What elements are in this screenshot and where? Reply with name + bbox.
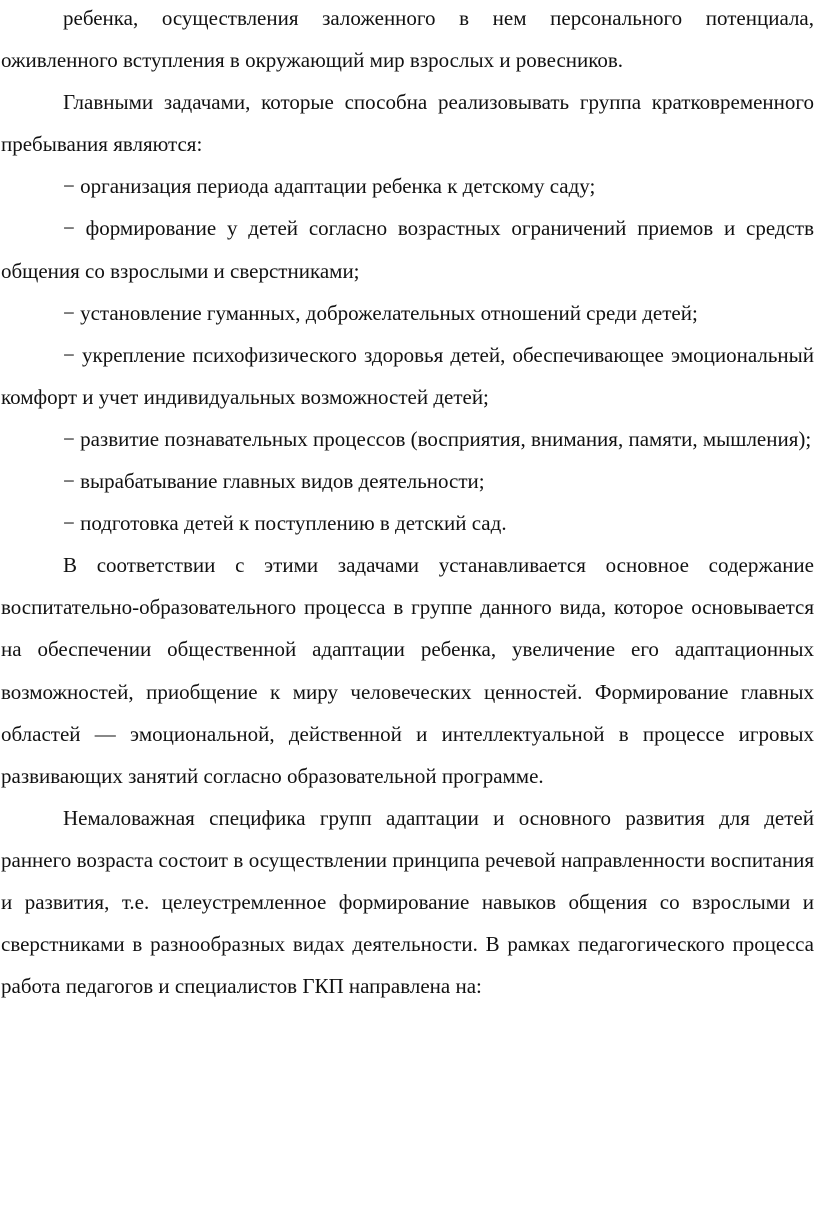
list-item-activities: − вырабатывание главных видов деятельности; [63,469,485,494]
list-item-preparation: − подготовка детей к поступлению в детский сад. [63,511,507,536]
list-item-health: − укрепление психофизического здоровья детей, обеспечивающее эмоциональный комфорт и учет индивидуальных возможностей детей; [1,342,814,409]
paragraph-continuation: ребенка, осуществления заложенного в нем персонального потенциала, оживленного вступления в окружающий мир взрослых и ровесников. [1,6,814,73]
paragraph-content: В соответствии с этими задачами устанавливается основное содержание воспитательно-образовательного процесса в группе данного вида, которое основывается на обеспечении общественной адаптации ребенка, увеличение его адаптационных возможностей, приобщение к миру человеческих ценностей. Формирование главных областей — эмоциональной, действенной и интеллектуальной в процессе игровых развивающих занятий согласно образовательной программе. [1,553,814,788]
list-item-cognitive: − развитие познавательных процессов (восприятия, внимания, памяти, мышления); [63,426,812,451]
list-item-communication: − формирование у детей согласно возрастных ограничений приемов и средств общения со взрослыми и сверстниками; [1,216,814,283]
list-item-relations: − установление гуманных, доброжелательных отношений среди детей; [63,300,698,325]
list-item-adaptation: − организация периода адаптации ребенка к детскому саду; [63,174,596,199]
paragraph-specifics: Немаловажная специфика групп адаптации и основного развития для детей раннего возраста состоит в осуществлении принципа речевой направленности воспитания и развития, т.е. целеустремленное формирование навыков общения со взрослыми и сверстниками в разнообразных видах деятельности. В рамках педагогического процесса работа педагогов и специалистов ГКП направлена на: [1,805,814,999]
paragraph-main-tasks: Главными задачами, которые способна реализовывать группа кратковременного пребывания являются: [1,90,814,157]
